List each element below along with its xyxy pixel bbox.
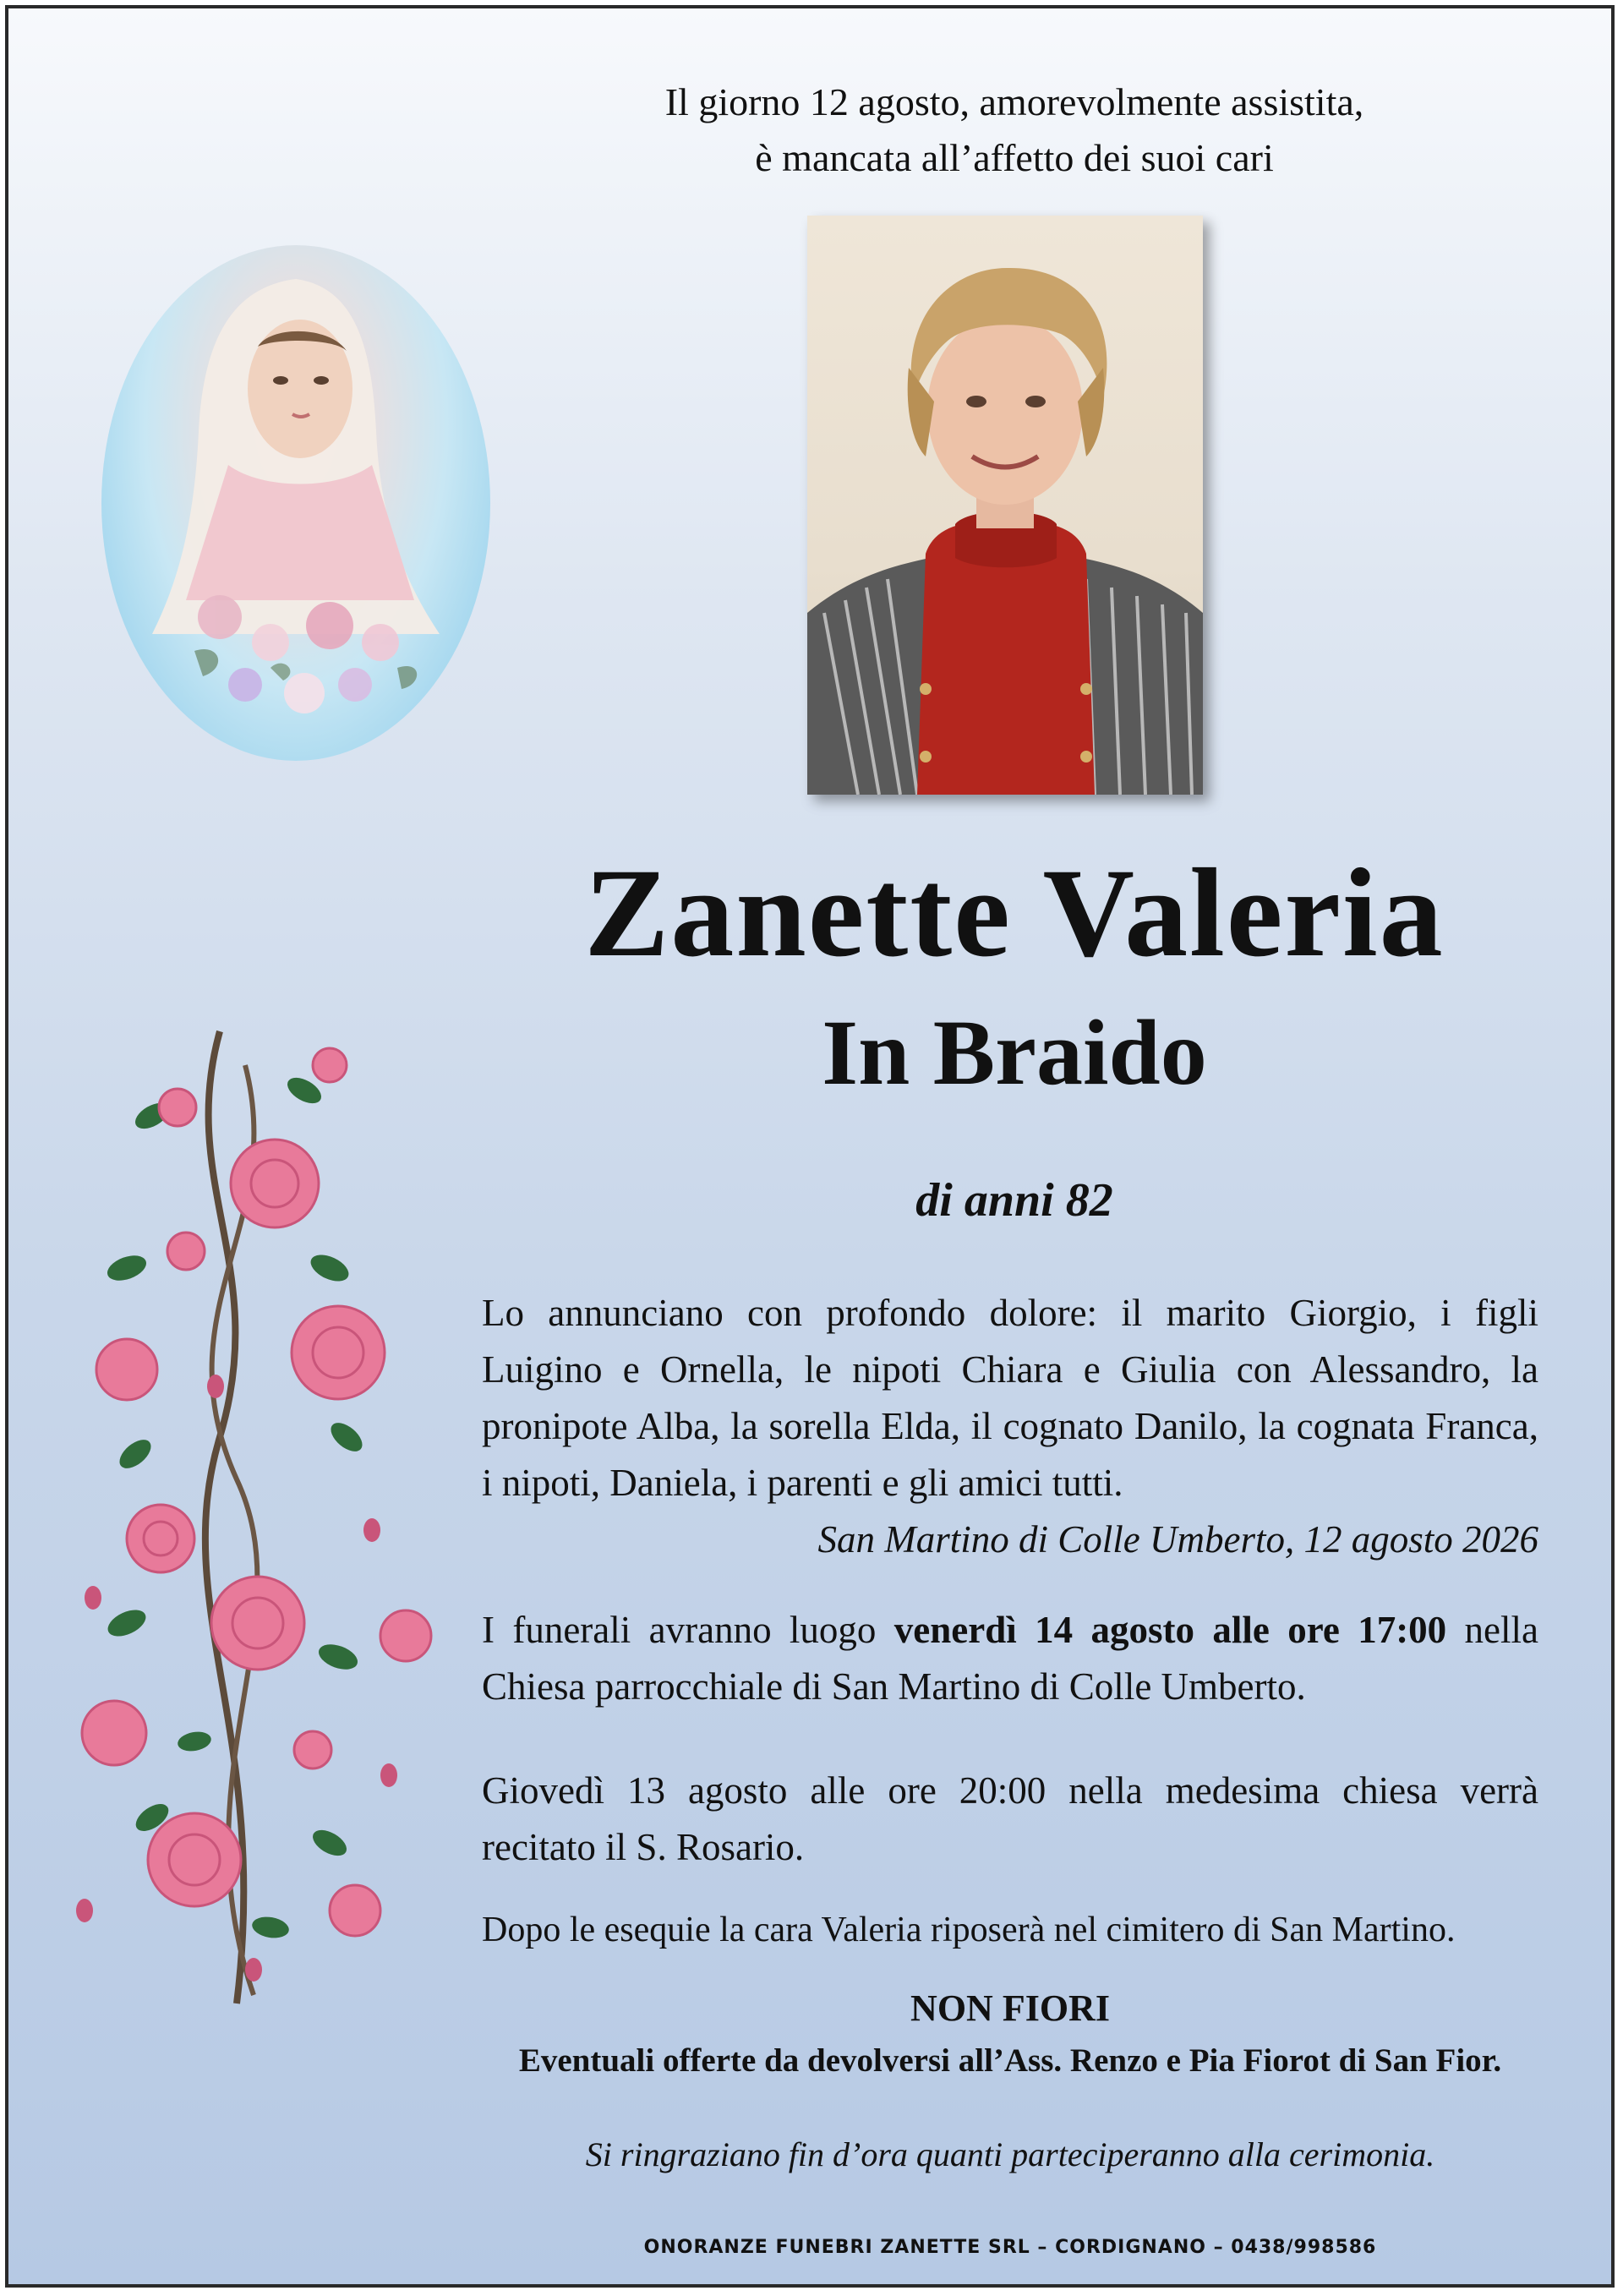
rosary-text: Giovedì 13 agosto alle ore 20:00 nella medesima chiesa verrà recitato il S. Rosario.: [482, 1769, 1538, 1868]
offerte-text: Eventuali offerte da devolversi all’Ass. Renzo e Pia Fiorot di San Fior.: [518, 2042, 1502, 2079]
married-name: In Braido: [822, 1001, 1207, 1104]
notice-frame: [5, 5, 1615, 2288]
funeral-prefix: I funerali avranno luogo: [482, 1609, 894, 1651]
non-fiori-heading: NON FIORI: [910, 1987, 1110, 2029]
madonna-image: [101, 245, 490, 761]
age-text: di anni 82: [915, 1174, 1113, 1227]
portrait-photo: [807, 216, 1203, 795]
roses-decoration: [51, 1014, 456, 2029]
funeral-suffix: nella Chiesa parrocchiale di San Martino di Colle Umberto.: [482, 1609, 1539, 1708]
deceased-name: Zanette Valeria: [584, 843, 1445, 983]
funeral-text: [482, 1602, 1538, 1715]
intro-text: [482, 74, 1547, 186]
funeral-when: venerdì 14 agosto alle ore 17:00: [893, 1609, 1447, 1651]
thanks-text: Si ringraziano fin d’ora quanti parteciperanno alla cerimonia.: [585, 2135, 1435, 2173]
burial-text: Dopo le esequie la cara Valeria riposerà nel cimitero di San Martino.: [482, 1911, 1456, 1949]
footer-agency: ONORANZE FUNEBRI ZANETTE SRL – CORDIGNANO – 0438/998586: [643, 2237, 1377, 2258]
intro-line-1: Il giorno 12 agosto, amorevolmente assistita,: [664, 80, 1364, 123]
intro-line-2: è mancata all’affetto dei suoi cari: [755, 136, 1274, 179]
place-date: San Martino di Colle Umberto, 12 agosto 2026: [817, 1518, 1538, 1561]
announcement-text: Lo annunciano con profondo dolore: il marito Giorgio, i figli Luigino e Ornella, le nipoti Chiara e Giulia con Alessandro, la pronipote Alba, la sorella Elda, il cognato Danilo, la cognata Franca, i nipoti, Daniela, i parenti e gli amici tutti.: [482, 1292, 1538, 1504]
